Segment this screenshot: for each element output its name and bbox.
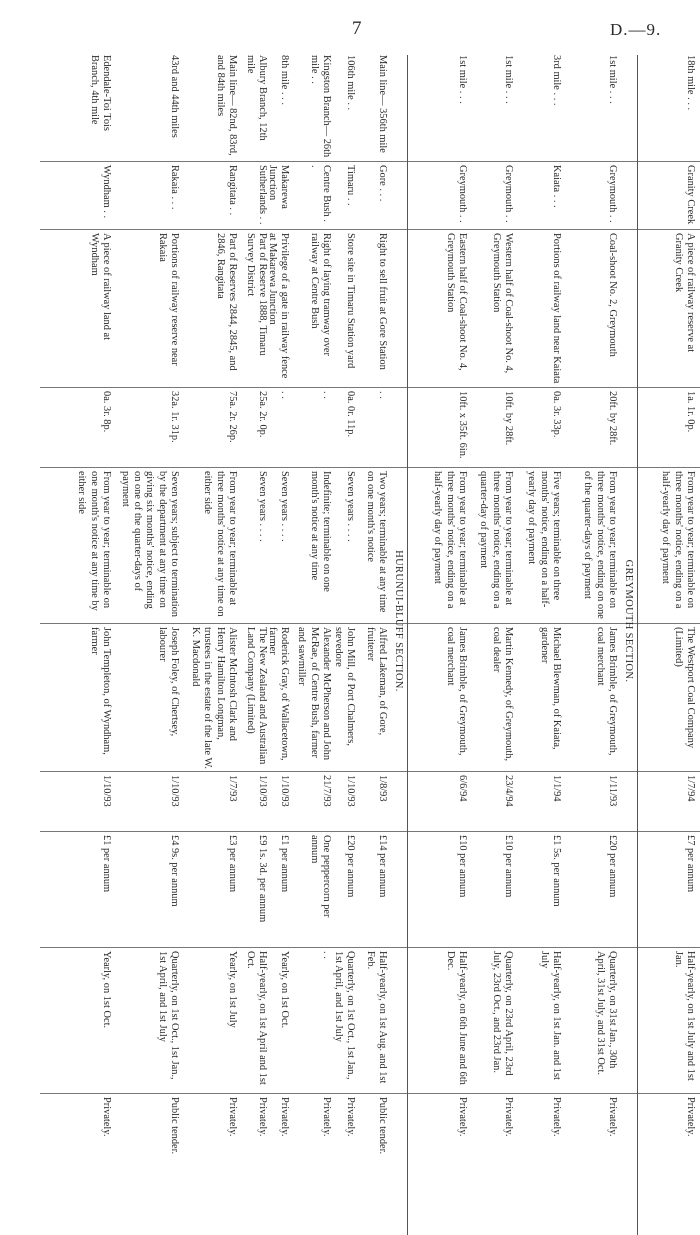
cell-rent: £14 per annum — [377, 835, 388, 898]
cell-lessee: Michael Blewman, of Kaiata, gardener — [538, 627, 562, 750]
cell-from: 1/1/94 — [551, 775, 562, 802]
cell-term: Five years; terminable on three months' notice, ending on a half-yearly day of payment — [526, 471, 562, 608]
cell-area: 25a. 2r. 0p. — [257, 391, 268, 438]
cell-rent: £1 per annum — [101, 835, 112, 893]
cell-rent: £1 per annum — [279, 835, 290, 893]
cell-from: 1/8/93 — [377, 775, 388, 802]
cell-area: . . — [377, 391, 388, 399]
cell-description: Right of laying tramway over railway at Centre Bush — [308, 233, 332, 356]
cell-description: Coal-shoot No. 2, Greymouth — [607, 233, 618, 357]
cell-term: From year to year; terminable at three months' notice, ending on a quarter-day of payment — [478, 471, 514, 609]
cell-description: Western half of Coal-shoot No. 4, Greymouth Station — [490, 233, 514, 374]
cell-term: From year to year; terminable at three months' notice, ending on a half-yearly day of payment — [432, 471, 468, 609]
cell-lessee: The Westport Coal Company (Limited) — [672, 627, 696, 749]
cell-description: Part of Reserve 1888, Timaru Survey District — [244, 233, 268, 356]
cell-how: Public tender. — [169, 1097, 180, 1155]
cell-lessee: John Templeton, of Wyndham, farmer — [88, 627, 112, 755]
cell-location: Albury Branch, 12th mile — [244, 55, 268, 141]
cell-lessee: James Brimble, of Greymouth, coal merchant — [594, 627, 618, 756]
cell-station: Makarewa Junction — [266, 165, 290, 209]
cell-lessee: Roderick Gray, of Wallacetown, farmer — [266, 627, 290, 761]
cell-station: Granity Creek — [685, 165, 696, 225]
cell-from: 1/11/93 — [607, 775, 618, 807]
cell-description: A piece of railway reserve at Granity Creek — [672, 233, 696, 353]
cell-description: Privilege of a gate in railway fence at Makarewa Junction — [266, 233, 290, 379]
column-rule — [40, 947, 700, 948]
cell-location: 1st mile . . . — [503, 55, 514, 104]
cell-rent: One peppercorn per annum — [308, 835, 332, 918]
cell-location: 8th mile . . . — [279, 55, 290, 105]
cell-description: Eastern half of Coal-shoot No. 4, Greymouth Station — [444, 233, 468, 371]
cell-from: 1/10/93 — [279, 775, 290, 807]
cell-how: Privately. — [551, 1097, 562, 1137]
cell-area: 1a. 1r. 0p. — [685, 391, 696, 433]
cell-rent: £10 per annum — [503, 835, 514, 898]
cell-area: . . — [279, 391, 290, 399]
cell-location: 106th mile . . — [345, 55, 356, 111]
cell-station: Centre Bush . . — [308, 165, 332, 222]
cell-rent: £3 per annum — [227, 835, 238, 893]
cell-from: 21/7/93 — [321, 775, 332, 807]
section-rule — [637, 55, 638, 1235]
cell-how: Privately. — [101, 1097, 112, 1137]
cell-lessee: James Brimble, of Greymouth, coal merchant — [444, 627, 468, 756]
cell-station: Gore . . . — [377, 165, 388, 202]
cell-lessee: The New Zealand and Australian Land Company (Limited) — [244, 627, 268, 765]
cell-rent: £4 9s. per annum — [169, 835, 180, 907]
cell-lessee: John Mill, of Port Chalmers, stevedore — [332, 627, 356, 746]
cell-payable: Yearly, on 1st Oct. — [279, 951, 290, 1029]
cell-area: 32a. 1r. 31p. — [169, 391, 180, 443]
section-rule — [407, 55, 408, 1235]
cell-lessee: Martin Kennedy, of Greymouth, coal dealer — [490, 627, 514, 762]
leases-table — [40, 55, 700, 1235]
cell-payable: . . — [321, 951, 332, 959]
cell-rent: £10 per annum — [457, 835, 468, 898]
cell-rent: £9 1s. 3d. per annum — [257, 835, 268, 923]
cell-how: Privately. — [279, 1097, 290, 1137]
cell-payable: Quarterly, on 23rd April, 23rd July, 23rd Oct., and 23rd Jan. — [490, 951, 514, 1076]
cell-area: 75a. 2r. 26p. — [227, 391, 238, 443]
cell-area: 0a. 3r. 33p. — [551, 391, 562, 438]
cell-how: Public tender. — [377, 1097, 388, 1155]
cell-area: 0a. 0r. 11p. — [345, 391, 356, 438]
cell-lessee: Alfred Lakeman, of Gore, fruiterer — [364, 627, 388, 736]
cell-term: From year to year; terminable on three months' notice, ending on a half-yearly day of payment — [660, 471, 696, 609]
cell-how: Privately. — [457, 1097, 468, 1137]
cell-how: Privately. — [685, 1097, 696, 1137]
cell-from: 1/10/93 — [169, 775, 180, 807]
cell-how: Privately. — [503, 1097, 514, 1137]
column-rule — [40, 831, 700, 832]
cell-from: 23/4/94 — [503, 775, 514, 807]
cell-lessee: Alister McIntosh Clark and Henry Hamilton Longman, trustees in the estate of the late W. K. Macdonald — [190, 627, 238, 769]
cell-description: Part of Reserves 2844, 2845, and 2846, Rangitata — [214, 233, 238, 371]
cell-description: Store site in Timaru Station yard — [345, 233, 356, 369]
cell-location: 1st mile . . . — [607, 55, 618, 104]
cell-from: 1/7/93 — [227, 775, 238, 802]
section-heading: GREYMOUTH SECTION. — [623, 559, 634, 683]
cell-payable: Half-yearly, on 6th June and 6th Dec. — [444, 951, 468, 1085]
cell-area: . . — [321, 391, 332, 399]
cell-term: Seven years . . . . — [345, 471, 356, 542]
cell-station: Greymouth . . — [457, 165, 468, 223]
cell-term: Seven years . . . . — [257, 471, 268, 542]
cell-location: 1st mile . . . — [457, 55, 468, 104]
cell-location: 3rd mile . . . — [551, 55, 562, 106]
cell-from: 1/10/93 — [345, 775, 356, 807]
cell-from: 1/10/93 — [257, 775, 268, 807]
cell-payable: Half-yearly, on 1st Aug. and 1st Feb. — [364, 951, 388, 1084]
cell-term: Seven years . . . . — [279, 471, 290, 542]
cell-from: 1/10/93 — [101, 775, 112, 807]
cell-rent: £20 per annum — [607, 835, 618, 898]
cell-rent: £1 5s. per annum — [551, 835, 562, 907]
cell-station: Wyndham . . — [101, 165, 112, 219]
column-rule — [40, 623, 700, 624]
cell-how: Privately. — [345, 1097, 356, 1137]
cell-station: Rakaia . . . — [169, 165, 180, 210]
cell-location: Edendale-Toi Tois Branch, 4th mile — [88, 55, 112, 131]
cell-payable: Quarterly, on 1st Oct., 1st Jan., 1st April, and 1st July — [156, 951, 180, 1080]
cell-payable: Half-yearly, on 1st April and 1st Oct. — [244, 951, 268, 1085]
column-rule — [40, 387, 700, 388]
cell-how: Privately. — [257, 1097, 268, 1137]
cell-description: Portions of railway land near Kaiata — [551, 233, 562, 384]
page-number: 7 — [352, 18, 362, 39]
cell-location: 18th mile . . . — [685, 55, 696, 111]
cell-payable: Half-yearly, on 1st Jan. and 1st July — [538, 951, 562, 1080]
cell-area: 20ft. by 28ft. — [607, 391, 618, 446]
section-heading: HURUNUI-BLUFF SECTION. — [393, 550, 404, 692]
cell-station: Timaru . . — [345, 165, 356, 206]
cell-lessee: Alexander McPherson and John McRae, of Centre Bush, farmer and sawmiller — [296, 627, 332, 761]
cell-from: 1/7/94 — [685, 775, 696, 802]
cell-term: Two years; terminable at any time on one month's notice — [364, 471, 388, 613]
cell-payable: Quarterly, on 31st Jan., 30th April, 31st July, and 31st Oct. — [594, 951, 618, 1076]
column-rule — [40, 467, 700, 468]
cell-payable: Half-yearly, on 1st July and 1st Jan. — [672, 951, 696, 1081]
cell-station: Kaiata . . . — [551, 165, 562, 208]
cell-station: Rangitata . . — [227, 165, 238, 216]
document-reference: D.—9. — [610, 20, 662, 39]
cell-payable: Yearly, on 1st Oct. — [101, 951, 112, 1029]
cell-from: 6/6/94 — [457, 775, 468, 802]
column-rule — [40, 229, 700, 230]
cell-area: 10ft. by 28ft. — [503, 391, 514, 446]
cell-term: From year to year; terminable on one month's notice at any time by either side — [76, 471, 112, 611]
column-rule — [40, 161, 700, 162]
cell-term: From year to year; terminable at three months' notice at any time on either side — [202, 471, 238, 617]
column-rule — [40, 1093, 700, 1094]
cell-location: 43rd and 44th miles — [169, 55, 180, 138]
cell-area: 0a. 3r. 8p. — [101, 391, 112, 433]
cell-location: Kingston Branch— 26th mile . . — [308, 55, 332, 158]
column-rule — [40, 771, 700, 772]
cell-description: Portions of railway reserve near Rakaia — [156, 233, 180, 366]
cell-station: Sutherlands . . — [257, 165, 268, 225]
cell-station: Greymouth . . — [607, 165, 618, 223]
cell-how: Privately. — [321, 1097, 332, 1137]
cell-term: Seven years; subject to termination by the department at any time on giving six months' notice, ending on one of the quarter-days of payment — [119, 471, 180, 618]
cell-location: Main line— 356th mile — [377, 55, 388, 153]
cell-rent: £20 per annum — [345, 835, 356, 898]
cell-term: Indefinite; terminable on one month's notice at any time — [308, 471, 332, 592]
cell-location: Main line— 82nd, 83rd, and 84th miles — [214, 55, 238, 156]
cell-rent: £7 per annum — [685, 835, 696, 893]
cell-description: A piece of railway land at Wyndham — [88, 233, 112, 341]
cell-area: 10ft. x 35ft. 6in. — [457, 391, 468, 459]
cell-description: Right to sell fruit at Gore Station — [377, 233, 388, 370]
cell-term: From year to year; terminable on three months' notice, ending on one of the quarter-days of payment — [582, 471, 618, 619]
cell-lessee: Joseph Foley, of Chertsey, labourer — [156, 627, 180, 737]
cell-how: Privately. — [227, 1097, 238, 1137]
cell-payable: Quarterly, on 1st Oct., 1st Jan., 1st April, and 1st July — [332, 951, 356, 1080]
cell-how: Privately. — [607, 1097, 618, 1137]
cell-station: Greymouth . . — [503, 165, 514, 223]
cell-payable: Yearly, on 1st July — [227, 951, 238, 1028]
